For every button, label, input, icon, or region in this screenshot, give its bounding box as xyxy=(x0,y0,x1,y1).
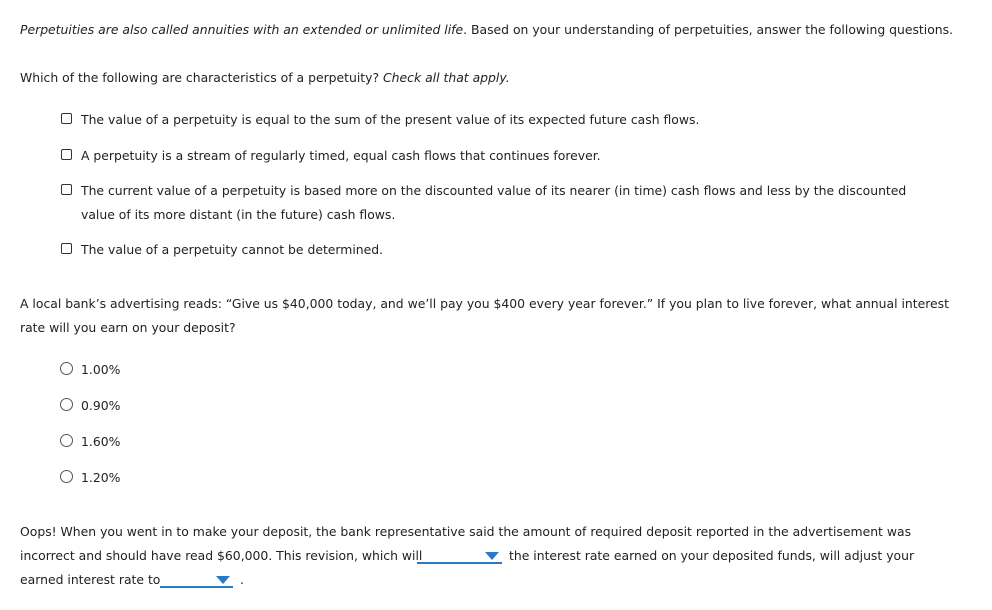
radio-option-3-label: 1.60% xyxy=(81,434,121,449)
checkbox-option-4[interactable] xyxy=(61,243,72,254)
radio-option-4[interactable] xyxy=(60,470,73,483)
checkbox-option-1[interactable] xyxy=(61,113,72,124)
radio-option-1-label: 1.00% xyxy=(81,362,121,377)
intro-text-part1: Perpetuities are also called xyxy=(20,22,193,37)
question-3-period: . xyxy=(240,572,244,587)
question-2-line2: rate will you earn on your deposit? xyxy=(20,320,236,335)
radio-option-2[interactable] xyxy=(60,398,73,411)
interest-direction-dropdown[interactable] xyxy=(417,548,502,564)
checkbox-option-3[interactable] xyxy=(61,184,72,195)
question-1-instruction: Check all that apply. xyxy=(383,70,510,85)
chevron-down-icon xyxy=(485,552,499,560)
checkbox-option-2-label: A perpetuity is a stream of regularly timed, equal cash flows that continues forever. xyxy=(81,148,601,163)
checkbox-option-1-label: The value of a perpetuity is equal to the sum of the present value of its expected future cash flows. xyxy=(81,112,700,127)
question-3-line3a: earned interest rate to xyxy=(20,572,161,587)
question-3-line2b: the interest rate earned on your deposited funds, will adjust your xyxy=(509,548,915,563)
checkbox-option-3-label-line1: The current value of a perpetuity is based more on the discounted value of its nearer (in time) cash flows and less by the discounted xyxy=(81,183,907,198)
question-3-line2a: incorrect and should have read $60,000. This revision, which will xyxy=(20,548,423,563)
radio-option-3[interactable] xyxy=(60,434,73,447)
radio-option-1[interactable] xyxy=(60,362,73,375)
checkbox-option-3-label-line2: value of its more distant (in the future) cash flows. xyxy=(81,207,396,222)
intro-text-part3: . Based on your understanding of perpetuities, answer the following questions. xyxy=(463,22,954,37)
chevron-down-icon xyxy=(216,576,230,584)
interest-rate-dropdown[interactable] xyxy=(160,572,233,588)
checkbox-option-4-label: The value of a perpetuity cannot be determined. xyxy=(81,242,384,257)
question-1-prompt xyxy=(20,70,510,85)
intro-text xyxy=(20,22,953,37)
question-1-text: Which of the following are characteristics of a perpetuity? xyxy=(20,70,384,85)
radio-option-2-label: 0.90% xyxy=(81,398,121,413)
intro-text-part2: annuities with an extended or unlimited life xyxy=(192,22,464,37)
checkbox-option-2[interactable] xyxy=(61,149,72,160)
question-2-line1: A local bank’s advertising reads: “Give us $40,000 today, and we’ll pay you $400 every year forever.” If you plan to live forever, what annual interest xyxy=(20,296,949,311)
radio-option-4-label: 1.20% xyxy=(81,470,121,485)
question-3-line1: Oops! When you went in to make your deposit, the bank representative said the amount of required deposit reported in the advertisement was xyxy=(20,524,912,539)
